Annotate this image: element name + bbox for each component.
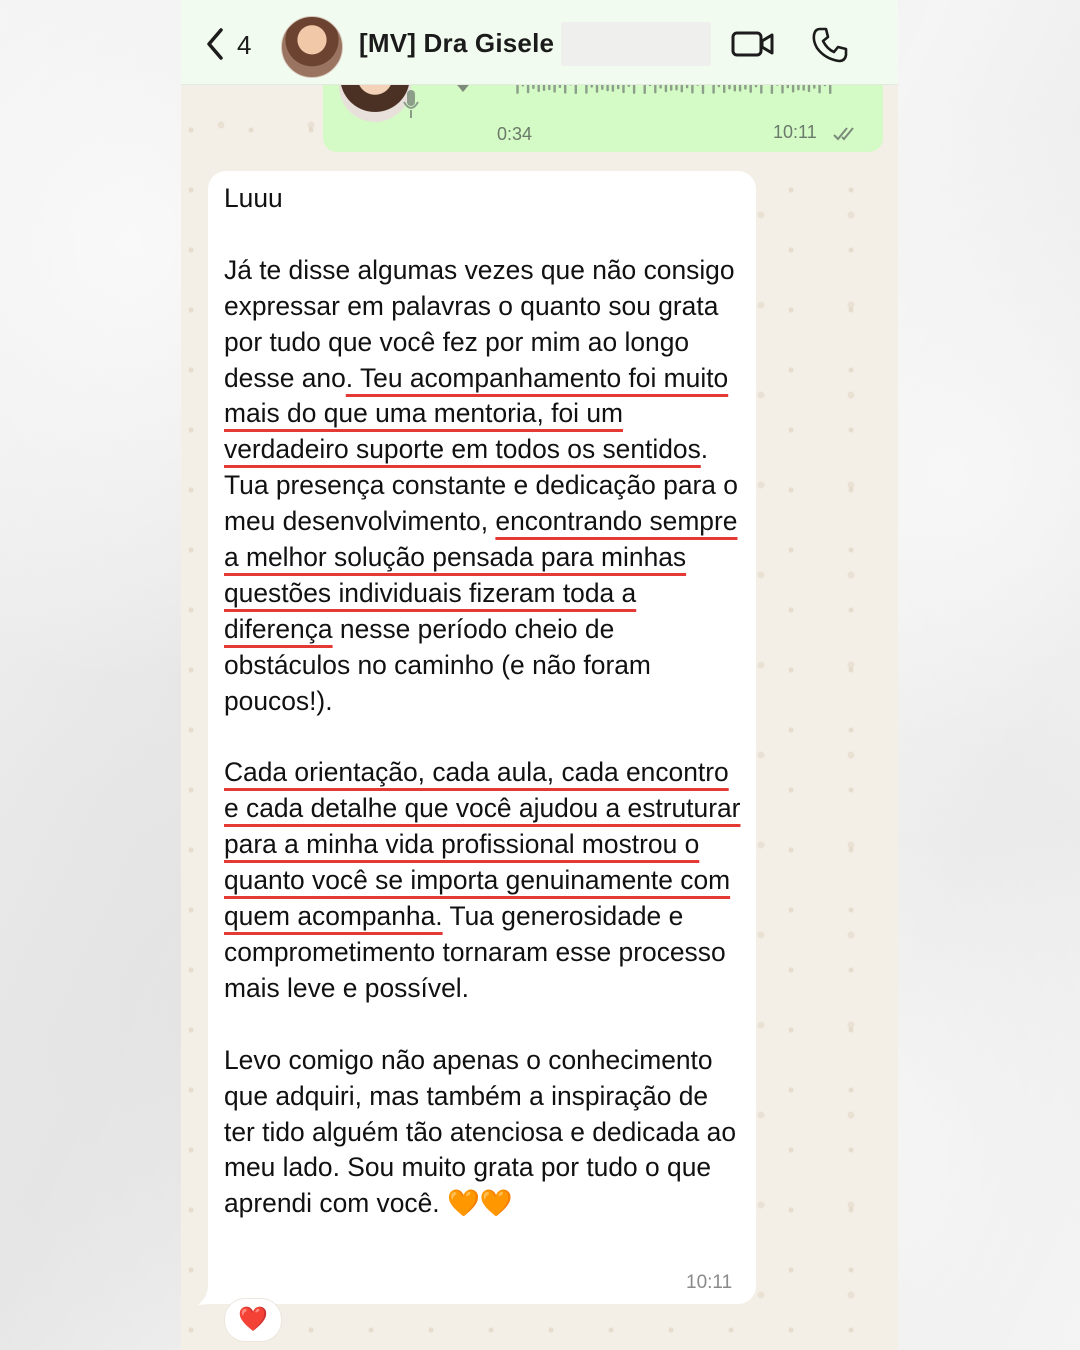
voice-message-time: 10:11 — [773, 122, 817, 142]
video-call-icon[interactable] — [731, 28, 775, 60]
message-paragraph-1: Já te disse algumas vezes que não consigo expressar em palavras o quanto sou grata por tudo que você fez por mim ao longo desse ano. Teu acompanhamento foi muito mais do que uma mentoria, foi um verdadeiro suporte em todos os sentidos. Tua presença constante e dedicação para o meu desenvolvimento, encontrando sempre a melhor solução pensada para minhas questões individuais fizeram toda a diferença nesse período cheio de obstáculos no caminho (e não foram poucos!). — [224, 254, 738, 716]
back-chevron-icon[interactable] — [201, 24, 231, 64]
microphone-icon — [403, 90, 419, 120]
heart-icon: ❤️ — [238, 1306, 268, 1333]
bubble-tail — [198, 1285, 218, 1305]
chat-screen — [181, 0, 898, 1350]
highlight-1: . Teu acompanhamento foi muito mais do que uma mentoria, foi um verdadeiro suporte em todos os sentidos — [224, 362, 729, 465]
voice-duration: 0:34 — [497, 124, 533, 144]
message-paragraph-2: Cada orientação, cada aula, cada encontro e cada detalhe que você ajudou a estruturar para a minha vida profissional mostrou o quanto você se importa genuinamente com quem acompanha. Tua generosidade e comprometimento tornaram esse processo mais leve e possível. — [224, 757, 741, 1003]
heart-reaction[interactable] — [224, 1298, 282, 1342]
message-greeting: Luuu — [224, 183, 283, 213]
redacted-area — [561, 22, 711, 66]
message-time: 10:11 — [686, 1272, 733, 1293]
message-paragraph-3: Levo comigo não apenas o conhecimento que adquiri, mas também a inspiração de ter tido alguém tão atenciosa e dedicada ao meu lado. Sou muito grata por tudo o que aprendi com você. 🧡🧡 — [224, 1044, 737, 1219]
chat-header — [181, 0, 898, 85]
contact-name[interactable]: [MV] Dra Gisele — [359, 28, 555, 58]
unread-count[interactable]: 4 — [237, 30, 252, 60]
highlight-2: encontrando sempre a melhor solução pensada para minhas questões individuais fizeram toda a diferença — [224, 506, 738, 644]
message-text — [224, 181, 744, 1222]
phone-call-icon[interactable] — [811, 26, 849, 64]
highlight-3: Cada orientação, cada aula, cada encontro e cada detalhe que você ajudou a estruturar para a minha vida profissional mostrou o quanto você se importa genuinamente com quem acompanha. — [224, 757, 741, 932]
contact-avatar[interactable] — [281, 16, 343, 78]
double-check-icon — [833, 126, 859, 142]
